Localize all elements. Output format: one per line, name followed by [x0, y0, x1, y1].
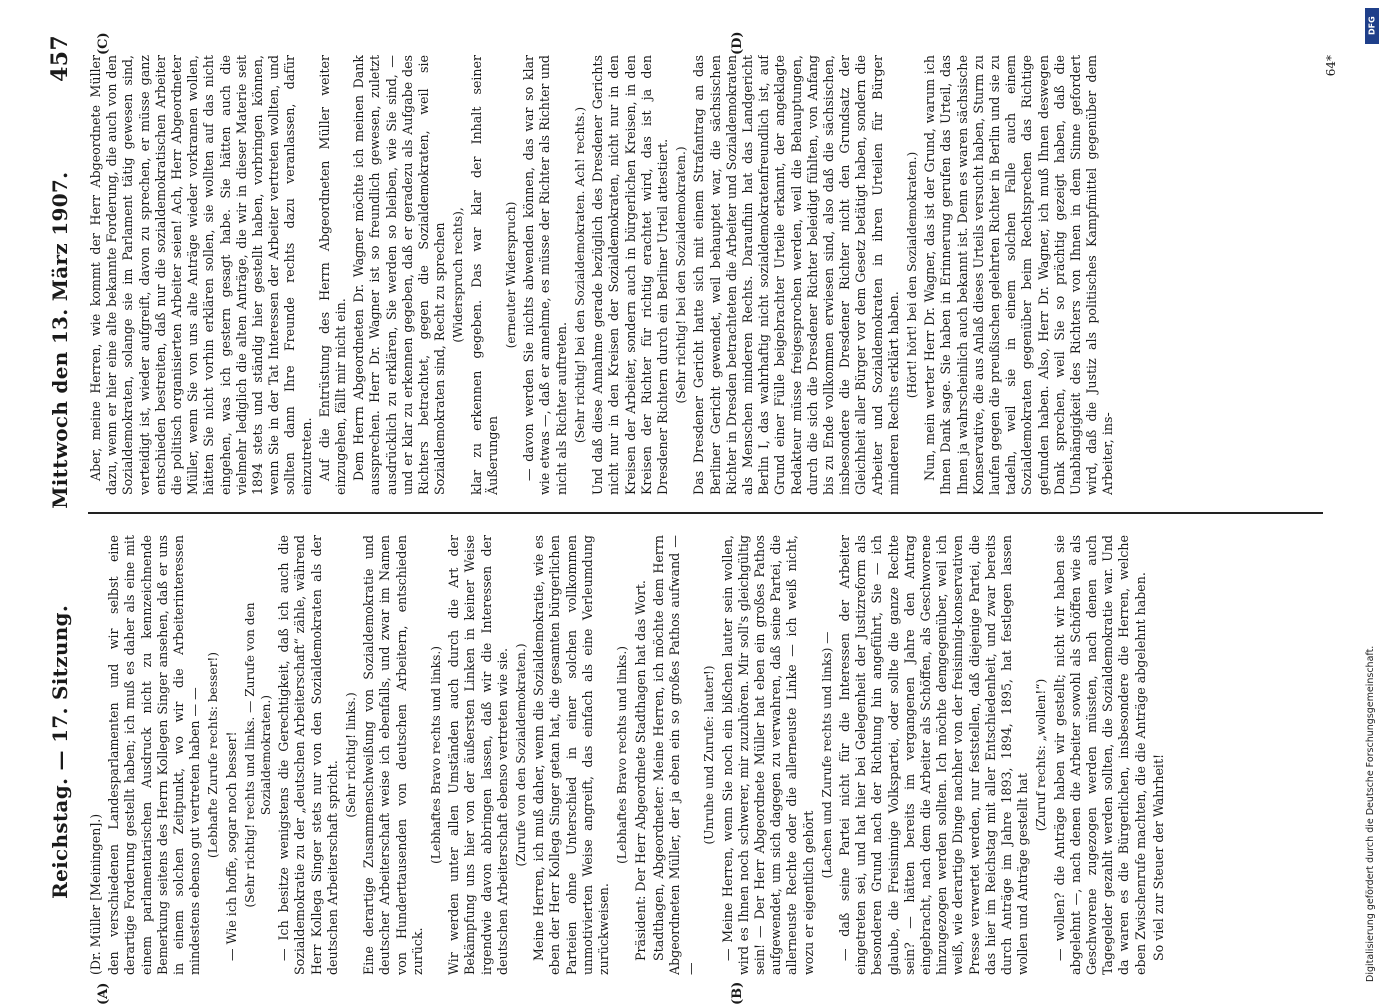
page-number: 457	[47, 35, 73, 82]
paragraph: Und daß diese Annahme gerade bezüglich des Dresdener Gerichts nicht nur in den Kreisen der Sozialdemokraten, nicht nur in den Kreisen der Arbeiter, sondern auch in bürgerlichen Kreisen, in den Kreisen der Richter für richtig erachtet wird, das ist ja den Dresdener Richtern durch ein Berliner Urteil attestiert.	[590, 55, 670, 495]
interjection: (Lebhaftes Bravo rechts und links.)	[429, 646, 444, 864]
interjection: (Sehr richtig! bei den Sozialdemokraten. Ach! rechts.)	[572, 106, 587, 444]
interjection: (Hört! hört! bei den Sozialdemokraten.)	[904, 151, 919, 399]
paragraph: Meine Herren, ich muß daher, wenn die Sozialdemokratie, wie es eben der Herr Kollega Singer getan hat, die gesamten bürgerlichen Parteien ohne Unterschied in einer solchen vollkommen unmotivierten Weise angreift, das einfach als eine Verleumdung zurückweisen.	[531, 535, 612, 975]
page-header	[40, 35, 80, 975]
margin-mark-d: (D)	[730, 31, 745, 55]
left-column	[88, 535, 1318, 975]
paragraph: — Wie ich hoffe, sogar noch besser!	[223, 731, 239, 961]
interjection: (Lachen und Zurufe rechts und links) —	[819, 631, 834, 879]
margin-mark-c: (C)	[96, 32, 111, 55]
interjection: (Sehr richtig! links.)	[344, 692, 359, 818]
paragraph: Stadthagen, Abgeordneter: Meine Herren, ich möchte dem Herrn Abgeordneten Müller, der ja eben ein so großes Pathos aufwand — —	[650, 535, 699, 975]
paragraph: Präsident: Der Herr Abgeordnete Stadthagen hat das Wort.	[632, 580, 648, 961]
paragraph: — davon werden Sie nichts abwenden können, das war so klar wie etwas —, daß er annehme, es müsse der Richter als Richter und nicht als Richter auftreten.	[521, 55, 569, 495]
paragraph: — wollen? die Anträge haben wir gestellt; nicht wir haben sie abgelehnt —, nach denen die Arbeiter sowohl als Schöffen wie als Geschworene zugezogen werden müssten, nach denen auch Tagegelder gezahlt werden sollten, die Sozialdemokratie war. Und da waren es die Bürgerlichen, insbesondere die Herren, welche eben Zwischenrufe machten, die die Anträge abgelehnt haben.	[1051, 535, 1148, 975]
paragraph: Dem Herrn Abgeordneten Dr. Wagner möchte ich meinen Dank aussprechen. Herr Dr. Wagner ist so freundlich gewesen, zuletzt ausdrücklich zu erklären, Sie werden so bleiben, wie Sie sind, — und er klar zu erkennen gegeben, daß er geradezu als Aufgabe des Richters betrachtet, gegen die Sozialdemokraten, weil sie Sozialdemokraten sind, Recht zu sprechen	[351, 55, 448, 495]
interjection: (Zurufe von den Sozialdemokraten.)	[514, 643, 529, 867]
paragraph: den verschiedenen Landesparlamenten und wir selbst eine derartige Forderung gestellt haben; ich muß es daher als eine mit einem parlamentarischen Ausdruck nicht zu kennzeichnende Bemerkung seitens des Herrn Kollegen Singer ansehen, daß er uns in einem solchen Zeitpunkt, wo wir die Arbeiterinteressen mindestens ebenso gut vertreten haben — —	[106, 535, 203, 975]
margin-mark-b: (B)	[730, 981, 745, 1005]
interjection: (Unruhe und Zurufe: lauter!)	[702, 665, 717, 845]
interjection: (Lebhafte Zurufe rechts: besser!)	[206, 651, 221, 859]
interjection: (Lebhaftes Bravo rechts und links.)	[615, 646, 630, 864]
paragraph: — Meine Herren, wenn Sie noch ein bißchen lauter sein wollen, wird es Ihnen noch schwerer, mir zuzuhören. Mir soll's gleichgültig sein! — Der Herr Abgeordnete Müller hat eben ein großes Pathos aufgewendet, um sich dagegen zu verwahren, daß seine Partei, die allerneuste Rechte oder die allerneuste Linke — ich weiß nicht, wozu er eigentlich gehört	[719, 535, 816, 975]
interjection: (Sehr richtig! bei den Sozialdemokraten.)	[674, 146, 689, 404]
header-date: Mittwoch den 13. März 1907.	[48, 171, 72, 509]
paragraph: — Ich besitze wenigstens die Gerechtigkeit, daß ich auch die Sozialdemokratie zu der „deutschen Arbeiterschaft“ zähle, während Herr Kollega Singer stets nur von den Sozialdemokraten als der deutschen Arbeiterschaft spricht.	[276, 535, 340, 975]
digitization-sidebar	[1365, 8, 1379, 998]
right-column	[88, 55, 1318, 495]
interjection: (erneuter Widerspruch)	[504, 201, 519, 349]
digitization-credit: Digitalisierung gefördert durch die Deutsche Forschungsgemeinschaft.	[1365, 645, 1376, 982]
paragraph: Nun, mein werter Herr Dr. Wagner, das ist der Grund, warum ich Ihnen Dank sage. Sie haben in Erinnerung gerufen das Urteil, das Ihnen ja wahrscheinlich auch bekannt ist. Denn es waren sächsische Konservative, die aus Anlaß dieses Urteils versucht haben, Sturm zu laufen gegen die preußischen gelehrten Richter in Berlin und sie zu tadeln, weil sie in einem solchen Falle auch einem Sozialdemokraten gegenüber beim Rechtsprechen das Richtige gefunden haben. Also, Herr Dr. Wagner, ich muß Ihnen deswegen Dank sprechen, weil Sie so prächtig gezeigt haben, daß die Unabhängigkeit des Richters von Ihnen in dem Sinne gefordert wird, daß die Justiz als politisches Kampfmittel gegenüber dem Arbeiter, ins-	[922, 55, 1116, 495]
dfg-logo: DFG	[1365, 8, 1379, 44]
paragraph: — daß seine Partei nicht für die Interessen der Arbeiter eingetreten sei, und hat hier bei Gelegenheit der Justizreform als besonderen Grund nach der Richtung hin angeführt, Sie — ich glaube, die Freisinnige Volkspartei, oder sollte die ganze Rechte sein? — hätten bereits im vergangenen Jahre den Antrag eingebracht, nach dem die Arbeiter als Schöffen, als Geschworene hinzugezogen werden sollten. Ich möchte demgegenüber, weil ich weiß, wie derartige Dinge nachher von der freisinnig-konservativen Presse verwertet werden, nur feststellen, daß diejenige Partei, die das hier im Reichstag mit aller Entschiedenheit, und zwar bereits durch Anträge im Jahre 1893, 1894, 1895, hat festlegen lassen wollen und Anträge gestellt hat	[836, 535, 1031, 975]
paragraph: Wir werden unter allen Umständen auch durch die Art der Bekämpfung uns hier von der äußersten Linken in keiner Weise irgendwie davon abbringen lassen, daß wir die Interessen der deutschen Arbeiterschaft ebenso vertreten wie sie.	[446, 535, 510, 975]
paragraph: So viel zur Steuer der Wahrheit!	[1150, 753, 1166, 961]
interjection: (Sehr richtig! rechts und links. — Zurufe von den Sozialdemokraten.)	[242, 602, 274, 908]
paragraph: Das Dresdener Gericht hatte sich mit einem Strafantrag an das Berliner Gericht gewendet, weil behauptet war, die sächsischen Richter in Dresden betrachteten die Arbeiter und Sozialdemokraten als Menschen minderen Rechts. Daraufhin hat das Landgericht Berlin I, das wahrhaftig nicht sozialdemokratenfreundlich ist, auf Grund einer Fülle beigebrachter Urteile erkannt, der angeklagte Redakteur müsse freigesprochen werden, weil die Behauptungen, durch die sich die Dresdener Richter beleidigt fühlten, von Anfang bis zu Ende vollkommen erwiesen sind, also daß die sächsischen, insbesondere die Dresdener Richter nicht den Grundsatz der Gleichheit aller Bürger vor dem Gesetz betätigt haben, sondern die Arbeiter und Sozialdemokraten in ihren Urteilen für Bürger minderen Rechts erklärt haben.	[691, 55, 901, 495]
header-session: Reichstag. — 17. Sitzung.	[48, 604, 72, 899]
page-signature: 64*	[1324, 55, 1338, 77]
interjection: (Zuruf rechts: „wollen!“)	[1034, 678, 1049, 832]
paragraph: Aber, meine Herren, wie kommt der Herr Abgeordnete Müller dazu, wenn er hier eine alte bekannte Forderung, die auch von den Sozialdemokraten, solange sie im Parlament tätig gewesen sind, verteidigt ist, wieder aufgreift, davon zu sprechen, er müsse ganz entschieden bestreiten, daß nur die sozialdemokratischen Arbeiter die politisch organisierten Arbeiter seien! Ach, Herr Abgeordneter Müller, wenn Sie von uns alte Anträge wieder vorkramen wollen, hätten Sie nicht vorhin erklären sollen, sie wollten auf das nicht eingehen, was ich gestern gesagt habe. Sie hätten auch die vielmehr lediglich die alten Anträge, die wir in dieser Materie seit 1894 stets und ständig hier gestellt haben, vorbringen können, wenn Sie in der Tat Interessen der Arbeiter vertreten wollten, und sollten dann Ihre Freunde rechts dazu veranlassen, dafür einzutreten.	[88, 55, 314, 495]
paragraph: (Dr. Müller [Meiningen].)	[88, 813, 103, 975]
paragraph: klar zu erkennen gegeben. Das war klar der Inhalt seiner Äußerungen	[468, 55, 500, 495]
interjection: (Widerspruch rechts),	[451, 207, 466, 343]
paragraph: Eine derartige Zusammenschweißung von Sozialdemokratie und deutscher Arbeiterschaft weise ich ebenfalls, und zwar im Namen von Hunderttausenden von deutschen Arbeitern, entschieden zurück.	[361, 535, 425, 975]
column-divider	[88, 512, 1323, 514]
scanned-page	[40, 31, 1340, 1005]
paragraph: Auf die Entrüstung des Herrn Abgeordneten Müller weiter einzugehen, fällt mir nicht ein.	[316, 55, 349, 495]
margin-mark-a: (A)	[96, 982, 111, 1005]
